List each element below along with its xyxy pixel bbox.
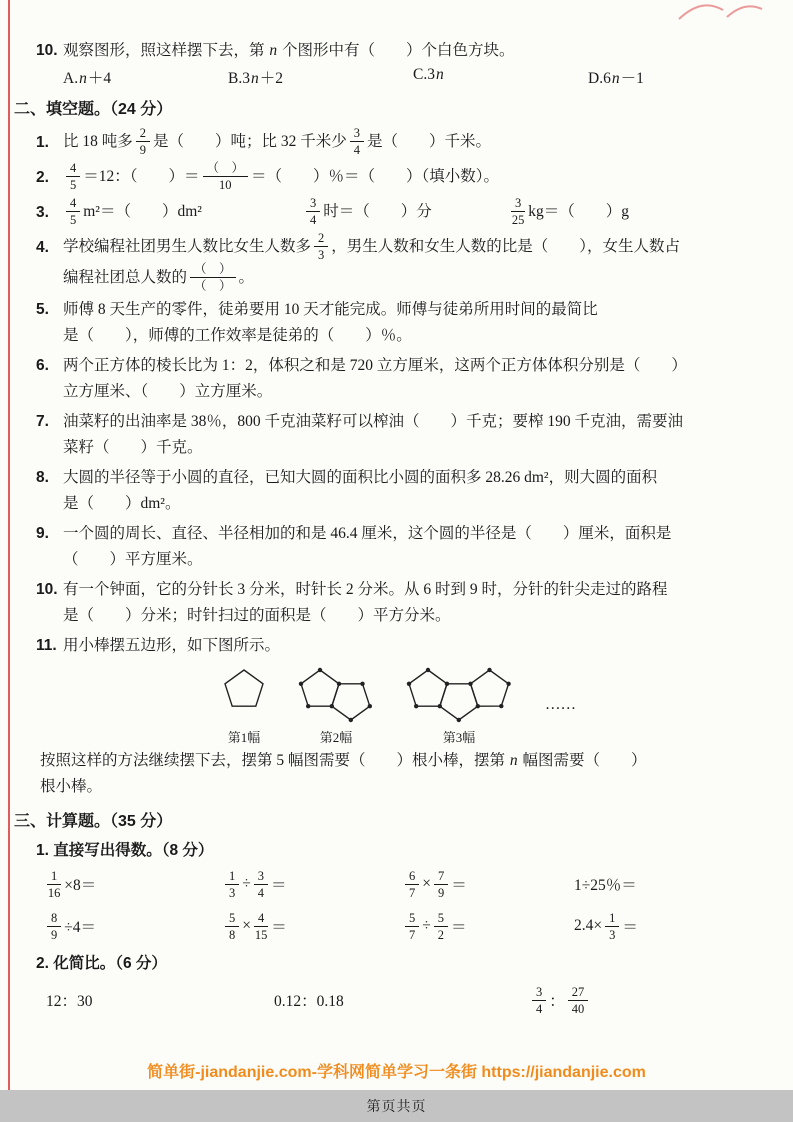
variable: n xyxy=(509,752,518,769)
option-a xyxy=(63,66,228,88)
fraction: $\frac{4}{5}$ xyxy=(66,161,80,192)
expression-6 xyxy=(222,908,402,944)
expression-2 xyxy=(222,866,402,902)
page-indicator: 第页共页 xyxy=(366,1100,427,1115)
red-pen-mark xyxy=(675,0,765,24)
text-segment: 用小棒摆五边形，如下图所示。 xyxy=(63,637,281,654)
text-segment: m²＝（ ）dm² xyxy=(83,202,202,220)
text-segment: ＝12：（ ）＝ xyxy=(83,167,200,185)
fraction: $\frac{1}{3}$ xyxy=(225,869,239,900)
conversion-1 xyxy=(63,196,303,227)
pentagon-figure-2 xyxy=(295,663,377,746)
figure-2-caption: 第2幅 xyxy=(319,730,353,745)
option-c xyxy=(413,66,588,88)
section-2-title: 二、填空题。（24 分） xyxy=(14,101,173,118)
fill-item-6 xyxy=(36,353,769,405)
question-number: 11. xyxy=(36,637,57,654)
fraction: $\frac{( )}{10}$ xyxy=(203,161,249,192)
text-segment: C.3 xyxy=(413,66,435,83)
variable: n xyxy=(79,70,87,87)
fill-item-5 xyxy=(36,297,769,349)
ratio-3 xyxy=(529,981,591,1019)
fraction: $\frac{8}{9}$ xyxy=(47,911,61,942)
text-segment: 是（ ）千米。 xyxy=(367,132,492,150)
text-segment: ÷4＝ xyxy=(64,919,97,936)
text-segment: ÷ xyxy=(422,917,431,934)
conversion-3 xyxy=(508,196,629,227)
question-text-line-2 xyxy=(63,603,769,629)
question-text xyxy=(63,633,769,659)
figure-1-caption: 第1幅 xyxy=(227,730,261,745)
text-segment: ×8＝ xyxy=(64,877,97,894)
question-text-line-2 xyxy=(63,262,769,293)
question-number: 4. xyxy=(36,239,49,256)
variable: n xyxy=(250,70,259,87)
unit-conversion-row xyxy=(63,196,769,227)
text-segment: －1 xyxy=(620,70,644,87)
pentagon-figure-3 xyxy=(403,663,515,746)
expression-1 xyxy=(44,866,222,902)
conversion-2 xyxy=(303,196,508,227)
fraction: $\frac{3}{4}$ xyxy=(532,985,546,1016)
option-b xyxy=(228,66,413,88)
binding-margin-line xyxy=(8,0,10,1122)
pentagon-2-image xyxy=(295,663,377,725)
fill-item-3 xyxy=(36,196,769,227)
item-11-closing xyxy=(40,748,769,800)
fraction: $\frac{7}{9}$ xyxy=(434,869,448,900)
text-segment: 比 18 吨多 xyxy=(63,132,133,150)
fraction: $\frac{5}{8}$ xyxy=(225,911,239,942)
text-segment: 2.4× xyxy=(574,917,603,934)
fill-item-1 xyxy=(36,126,769,157)
text-segment: 是（ ）dm²。 xyxy=(63,495,181,512)
fraction: $\frac{( )}{( )}$ xyxy=(190,262,236,293)
question-number: 6. xyxy=(36,357,49,374)
fraction: $\frac{4}{5}$ xyxy=(66,196,80,227)
fraction: $\frac{5}{2}$ xyxy=(434,911,448,942)
variable: n xyxy=(435,66,444,83)
question-number: 5. xyxy=(36,301,49,318)
text-segment: 根小棒。 xyxy=(40,778,103,795)
fill-item-2 xyxy=(36,161,769,192)
question-text-line-1 xyxy=(63,577,769,603)
fill-item-10 xyxy=(36,577,769,629)
text-segment: 菜籽（ ）千克。 xyxy=(63,439,203,456)
question-number: 1. xyxy=(36,134,49,151)
text-segment: ＝ xyxy=(271,877,287,894)
text-segment: 1÷25％＝ xyxy=(574,877,637,894)
text-segment: ＝ xyxy=(271,919,287,936)
question-text xyxy=(63,126,769,157)
text-segment: ＋2 xyxy=(259,70,283,87)
question-number: 7. xyxy=(36,413,49,430)
option-d xyxy=(588,66,769,88)
text-segment: 编程社团总人数的 xyxy=(63,268,188,286)
question-number: 2. xyxy=(36,169,49,186)
expression-5 xyxy=(44,908,222,944)
text-segment: 个图形中有（ ）个白色方块。 xyxy=(278,42,515,59)
fraction: $\frac{5}{7}$ xyxy=(405,911,419,942)
pentagon-figures xyxy=(219,663,769,746)
question-number: 10. xyxy=(36,42,58,59)
ratio-1 xyxy=(46,981,274,1019)
ratio-2 xyxy=(274,981,529,1019)
question-number: 8. xyxy=(36,469,49,486)
text-segment: D.6 xyxy=(588,70,611,87)
closing-line-2 xyxy=(40,774,769,800)
expression-8 xyxy=(574,908,769,944)
subsection-simplify-ratio: 2. 化简比。（6 分） xyxy=(36,955,167,972)
fraction: $\frac{3}{4}$ xyxy=(254,869,268,900)
figures-ellipsis: …… xyxy=(545,695,576,713)
text-segment: 师傅 8 天生产的零件，徒弟要用 10 天才能完成。师傅与徒弟所用时间的最简比 xyxy=(63,301,598,318)
footer-page-bar xyxy=(0,1090,793,1122)
pentagon-figure-1 xyxy=(219,663,269,746)
question-text-line-1 xyxy=(63,521,769,547)
text-segment: ＝ xyxy=(451,877,467,894)
text-segment: ＝（ ）％＝（ ）（填小数）。 xyxy=(251,167,500,185)
text-segment: ＝ xyxy=(451,919,467,936)
fill-item-4 xyxy=(36,231,769,293)
question-text-line-2 xyxy=(63,323,769,349)
fraction: $\frac{27}{40}$ xyxy=(568,985,589,1016)
choice-question-10 xyxy=(36,38,769,88)
text-segment: ＋4 xyxy=(87,70,112,87)
figure-3-caption: 第3幅 xyxy=(442,730,476,745)
question-text xyxy=(63,38,769,64)
question-text-line-2 xyxy=(63,491,769,517)
fraction: $\frac{3}{4}$ xyxy=(306,196,320,227)
variable: n xyxy=(611,70,620,87)
question-text-line-2 xyxy=(63,547,769,573)
text-segment: B.3 xyxy=(228,70,250,87)
text-segment: 立方厘米、（ ）立方厘米。 xyxy=(63,383,273,400)
text-segment: （ ）平方厘米。 xyxy=(63,551,203,568)
footer-site-link: 简单街-jiandanjie.com-学科网简单学习一条街 https://jiandanjie.com xyxy=(147,1064,646,1081)
question-number: 9. xyxy=(36,525,49,542)
question-text-line-1 xyxy=(63,409,769,435)
fill-item-8 xyxy=(36,465,769,517)
fraction: $\frac{2}{9}$ xyxy=(136,126,150,157)
text-segment: 一个圆的周长、直径、半径相加的和是 46.4 厘米，这个圆的半径是（ ）厘米，面积是 xyxy=(63,525,672,542)
fraction: $\frac{3}{4}$ xyxy=(350,126,364,157)
question-text-line-2 xyxy=(63,379,769,405)
text-segment: 油菜籽的出油率是 38％，800 千克油菜籽可以榨油（ ）千克；要榨 190 千克油，需要油 xyxy=(63,413,684,430)
expression-7 xyxy=(402,908,574,944)
fill-item-11 xyxy=(36,633,769,659)
text-segment: ÷ xyxy=(242,875,251,892)
closing-line-1 xyxy=(40,748,769,774)
simplify-ratio-row xyxy=(14,981,769,1019)
fraction: $\frac{2}{3}$ xyxy=(314,231,328,262)
fraction: $\frac{3}{25}$ xyxy=(511,196,525,227)
text-segment: 有一个钟面，它的分针长 3 分米，时针长 2 分米。从 6 时到 9 时，分针的针尖走过的路程 xyxy=(63,581,668,598)
text-segment: 幅图需要（ ） xyxy=(518,752,647,769)
fraction: $\frac{4}{15}$ xyxy=(254,910,268,942)
pentagon-1-image xyxy=(219,663,269,725)
text-segment: 。 xyxy=(238,268,255,286)
text-segment: × xyxy=(242,917,251,934)
fraction: $\frac{1}{3}$ xyxy=(605,911,619,942)
choice-options xyxy=(63,66,769,88)
expression-4 xyxy=(574,866,769,902)
question-text-line-2 xyxy=(63,435,769,461)
text-segment: 时＝（ ）分 xyxy=(323,202,432,220)
section-3-title: 三、计算题。（35 分） xyxy=(14,813,173,830)
text-segment: ，男生人数和女生人数的比是（ ），女生人数占 xyxy=(331,237,681,255)
text-segment: 是（ ）吨；比 32 千米少 xyxy=(153,132,347,150)
variable: n xyxy=(269,42,278,59)
direct-computation-grid xyxy=(14,866,769,944)
text-segment: 12：30 xyxy=(46,993,93,1010)
fraction: $\frac{6}{7}$ xyxy=(405,869,419,900)
question-text-line-1 xyxy=(63,465,769,491)
text-segment: 按照这样的方法继续摆下去，摆第 5 幅图需要（ ）根小棒，摆第 xyxy=(40,752,509,769)
text-segment: 0.12：0.18 xyxy=(274,993,344,1010)
question-text-line-1 xyxy=(63,297,769,323)
pentagon-3-image xyxy=(403,663,515,725)
question-text-line-1 xyxy=(63,231,769,262)
text-segment: 两个正方体的棱长比为 1：2，体积之和是 720 立方厘米，这两个正方体体积分别是（ ） xyxy=(63,357,687,374)
fill-item-7 xyxy=(36,409,769,461)
fill-item-9 xyxy=(36,521,769,573)
text-segment: ＝ xyxy=(622,919,638,936)
text-segment: kg＝（ ）g xyxy=(528,202,630,220)
text-segment: 是（ ）分米；时针扫过的面积是（ ）平方分米。 xyxy=(63,607,451,624)
text-segment: 大圆的半径等于小圆的直径，已知大圆的面积比小圆的面积多 28.26 dm²，则大圆的面积 xyxy=(63,469,658,486)
question-text xyxy=(63,161,769,192)
exam-content xyxy=(14,38,769,1019)
text-segment: 是（ ），师傅的工作效率是徒弟的（ ）％。 xyxy=(63,327,412,344)
text-segment: ： xyxy=(549,993,565,1010)
question-number: 3. xyxy=(36,204,49,221)
text-segment: A. xyxy=(63,70,79,87)
fraction: $\frac{1}{16}$ xyxy=(47,868,61,900)
question-text-line-1 xyxy=(63,353,769,379)
text-segment: × xyxy=(422,875,431,892)
text-segment: 学校编程社团男生人数比女生人数多 xyxy=(63,237,312,255)
question-number: 10. xyxy=(36,581,58,598)
expression-3 xyxy=(402,866,574,902)
text-segment: 观察图形，照这样摆下去，第 xyxy=(63,42,269,59)
subsection-direct-computation: 1. 直接写出得数。（8 分） xyxy=(36,842,214,859)
